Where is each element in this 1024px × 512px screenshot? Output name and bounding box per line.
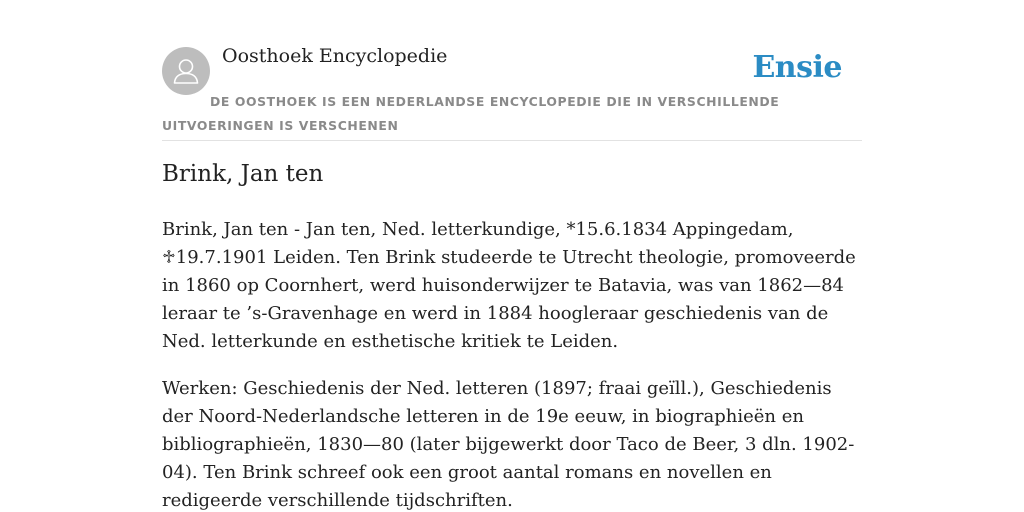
avatar[interactable] — [162, 47, 210, 95]
site-name-link[interactable]: Oosthoek Encyclopedie — [222, 45, 448, 67]
brand-logo-link[interactable]: Ensie — [752, 50, 842, 85]
article-paragraph: Brink, Jan ten - Jan ten, Ned. letterkundige, *15.6.1834 Appingedam, ♱19.7.1901 Leiden. Ten Brink studeerde te Utrecht theologie, promoveerde in 1860 op Coornhert, werd huisonderwijzer te Batavia, was van 1862—84 leraar te ’s-Gravenhage en werd in 1884 hoogleraar geschiedenis van de Ned. letterkunde en esthetische kritiek te Leiden. — [162, 219, 856, 352]
article-title: Brink, Jan ten — [162, 161, 324, 187]
site-header — [162, 0, 862, 141]
page-container — [162, 0, 862, 511]
site-tagline: DE OOSTHOEK IS EEN NEDERLANDSE ENCYCLOPEDIE DIE IN VERSCHILLENDE UITVOERINGEN IS VERSCHENEN — [162, 94, 780, 133]
article-paragraph: Werken: Geschiedenis der Ned. letteren (1897; fraai geïll.), Geschiedenis der Noord-Nederlandsche letteren in de 19e eeuw, in biographieën en bibliographieën, 1830—80 (later bijgewerkt door Taco de Beer, 3 dln. 1902-04). Ten Brink schreef ook een groot aantal romans en novellen en redigeerde verschillende tijdschriften. — [162, 378, 855, 511]
user-icon — [162, 47, 210, 95]
